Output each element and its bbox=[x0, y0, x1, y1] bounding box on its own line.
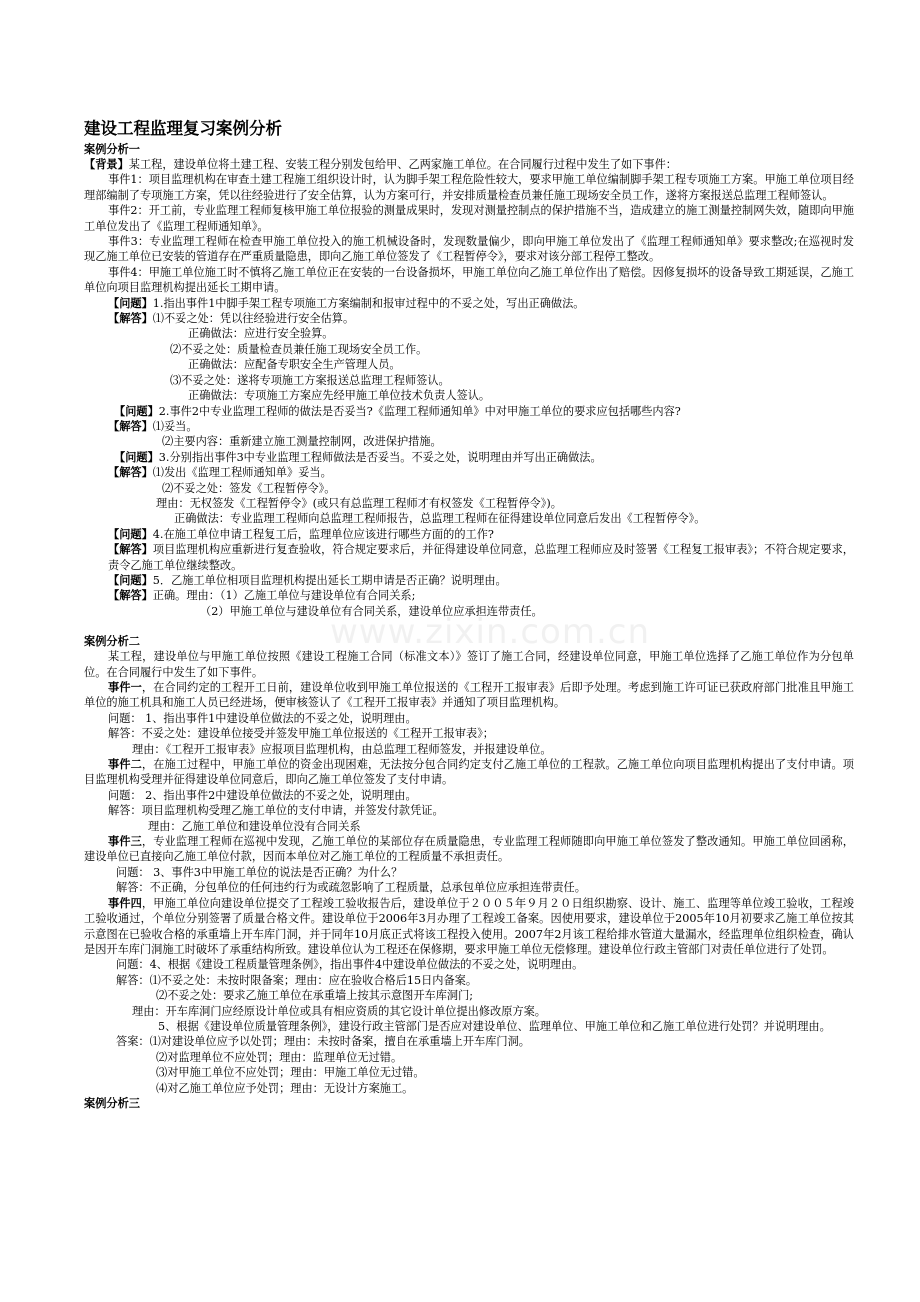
event-tag: 事件四 bbox=[108, 895, 142, 910]
case2-answer2-reason: 理由：乙施工单位和建设单位没有合同关系 bbox=[148, 819, 361, 833]
case1-background bbox=[84, 157, 854, 172]
event-text: ，甲施工单位向建设单位提交了工程竣工验收报告后，建设单位于２００５年９月２０日组织勘察、设计、施工、监理等单位竣工验收，工程竣工验收通过，个单位分别签署了质量合格文件。建设单位于2006年3月办理了工程竣工备案。因使用要求，建设单位于2005年10月初要求乙施工单位按其示意图在已验收合格的承重墙上开车库门洞，并于同年10月底正式将该工程投入使用。2007年2月该工程给排水管道大量漏水，经监理单位组织检查，确认是因开车库门洞施工时破坏了承重结构所致。建设单位认为工程还在保修期，要求甲施工单位无偿修理。建设单位行政主管部门对责任单位进行了处罚。 bbox=[84, 896, 854, 956]
case1-event1: 事件1：项目监理机构在审查土建工程施工组织设计时，认为脚手架工程危险性较大，要求甲施工单位编制脚手架工程专项施工方案。甲施工单位项目经理部编制了专项施工方案，凭以往经验进行了安全估算，认为方案可行，并安排质量检查员兼任施工现场安全员工作，遂将方案报送总监理工程师签认。 bbox=[84, 173, 854, 202]
question-tag: 【问题】 bbox=[108, 295, 153, 310]
case2-answer2: 解答：项目监理机构受理乙施工单位的支付申请，并签发付款凭证。 bbox=[108, 804, 444, 818]
case2-answer4-item1: 解答：⑴不妥之处：未按时限备案；理由：应在验收合格后15日内备案。 bbox=[116, 973, 478, 987]
event-tag: 事件三 bbox=[108, 834, 142, 849]
case1-question3 bbox=[84, 450, 854, 465]
event-tag: 事件一 bbox=[108, 680, 142, 694]
question-text: 1.指出事件1中脚手架工程专项施工方案编制和报审过程中的不妥之处，写出正确做法。 bbox=[152, 296, 585, 310]
answer-text: ⑴不妥之处：凭以往经验进行安全估算。 bbox=[152, 312, 355, 326]
case1-answer5-item2: （2）甲施工单位与建设单位有合同关系，建设单位应承担连带责任。 bbox=[200, 604, 543, 618]
answer-tag: 【解答】 bbox=[108, 588, 153, 603]
event-text: ，在施工过程中，甲施工单位的资金出现困难，无法按分包合同约定支付乙施工单位的工程款。乙施工单位向项目监理机构提出了支付申请。项目监理机构受理并征得建设单位同意后，即向乙施工单位签发了支付申请。 bbox=[84, 758, 854, 787]
case3-heading: 案例分析三 bbox=[84, 1096, 140, 1110]
case1-question2 bbox=[84, 404, 854, 419]
case2-answer5-item3: ⑶对甲施工单位不应处罚；理由：甲施工单位无过错。 bbox=[156, 1066, 425, 1080]
case2-answer5-item1: 答案：⑴对建设单位应予以处罚；理由：未按时备案，擅自在承重墙上开车库门洞。 bbox=[116, 1035, 530, 1049]
case2-question3: 问题： 3、事件3中甲施工单位的说法是否正确？为什么？ bbox=[116, 865, 403, 879]
case1-question4 bbox=[84, 527, 854, 542]
answer-tag: 【解答】 bbox=[108, 542, 153, 557]
case1-heading: 案例分析一 bbox=[84, 143, 140, 156]
document-page bbox=[84, 118, 854, 1111]
answer-tag: 【解答】 bbox=[108, 418, 153, 433]
question-tag: 【问题】 bbox=[114, 449, 159, 464]
case1-answer3 bbox=[84, 465, 854, 480]
document-title: 建设工程监理复习案例分析 bbox=[84, 119, 282, 138]
case1-answer1-correct3: 正确做法：专项施工方案应先经甲施工单位技术负责人签认。 bbox=[188, 389, 491, 403]
answer-tag: 【解答】 bbox=[108, 311, 153, 326]
question-tag: 【问题】 bbox=[108, 572, 153, 587]
answer-text: ⑴发出《监理工程师通知单》妥当。 bbox=[152, 466, 332, 480]
event-text: ，专业监理工程师在巡视中发现，乙施工单位的某部位存在质量隐患，专业监理工程师随即向甲施工单位签发了整改通知。甲施工单位回函称，建设单位已直接向乙施工单位付款，因而本单位对乙施工单位的工程质量不承担责任。 bbox=[84, 835, 854, 864]
question-tag: 【问题】 bbox=[114, 403, 159, 418]
case2-question5: 5、根据《建设单位质量管理条例》，建设行政主管部门是否应对建设单位、监理单位、甲施工单位和乙施工单位进行处罚？并说明理由。 bbox=[158, 1019, 831, 1033]
question-text: 2.事件2中专业监理工程师的做法是否妥当?《监理工程师通知单》中对甲施工单位的要求应包括哪些内容? bbox=[158, 404, 681, 418]
case2-answer5-item2: ⑵对监理单位不应处罚；理由：监理单位无过错。 bbox=[156, 1050, 403, 1064]
watermark: www.zixin.com.cn bbox=[330, 612, 650, 652]
answer-text: 项目监理机构应重新进行复查验收，符合规定要求后，并征得建设单位同意，总监理工程师应及时签署《工程复工报审表》；不符合规定要求，责令乙施工单位继续整改。 bbox=[108, 543, 854, 572]
case2-answer1: 解答：不妥之处：建设单位接受并签发甲施工单位报送的《工程开工报审表》； bbox=[108, 727, 494, 741]
case2-answer3: 解答：不正确，分包单位的任何违约行为或疏忽影响了工程质量，总承包单位应承担连带责任。 bbox=[116, 881, 586, 895]
question-tag: 【问题】 bbox=[108, 526, 153, 541]
event-tag: 事件二 bbox=[108, 757, 142, 772]
question-text: 5．乙施工单位相项目监理机构提出延长工期申请是否正确？说明理由。 bbox=[152, 573, 507, 587]
case2-event2 bbox=[84, 757, 854, 788]
event-text: ，在合同约定的工程开工日前，建设单位收到甲施工单位报送的《工程开工报审表》后即予处理。考虑到施工许可证已获政府部门批准且甲施工单位的施工机具和施工人员已经进场，便审核签认了《工程开工报审表》并通知了项目监理机构。 bbox=[84, 681, 854, 710]
question-text: 3.分别指出事件3中专业监理工程师做法是否妥当。不妥之处，说明理由并写出正确做法。 bbox=[158, 450, 602, 464]
case2-event4 bbox=[84, 896, 854, 958]
case1-answer1-correct1: 正确做法：应进行安全验算。 bbox=[188, 327, 334, 341]
case2-question1: 问题： 1、指出事件1中建设单位做法的不妥之处，说明理由。 bbox=[108, 711, 417, 725]
case1-answer1 bbox=[84, 311, 854, 326]
case1-event3: 事件3：专业监理工程师在检查甲施工单位投入的施工机械设备时，发现数量偏少，即向甲施工单位发出了《监理工程师通知单》要求整改;在巡视时发现乙施工单位已安装的管道存在严重质量隐患，即向乙施工单位签发了《工程暂停令》，要求对该分部工程停工整改。 bbox=[84, 235, 854, 264]
case1-answer3-correct: 正确做法：专业监理工程师向总监理工程师报告，总监理工程师在征得建设单位同意后发出《工程暂停令》。 bbox=[174, 512, 706, 526]
case1-answer2-item2: ⑵主要内容：重新建立施工测量控制网，改进保护措施。 bbox=[162, 435, 442, 449]
question-text: 4.在施工单位申请工程复工后，监理单位应该进行哪些方面的的工作? bbox=[152, 527, 494, 541]
case1-answer2 bbox=[84, 419, 854, 434]
case1-answer1-correct2: 正确做法：应配备专职安全生产管理人员。 bbox=[188, 358, 401, 372]
background-text: 某工程，建设单位将土建工程、安装工程分别发包给甲、乙两家施工单位。在合同履行过程中发生了如下事件： bbox=[128, 158, 677, 171]
case2-event3 bbox=[84, 834, 854, 865]
background-tag: 【背景】 bbox=[84, 157, 129, 171]
case2-answer1-reason: 理由：《工程开工报审表》应报项目监理机构，由总监理工程师签发，并报建设单位。 bbox=[132, 742, 552, 756]
case2-answer4-item2: ⑵不妥之处：要求乙施工单位在承重墙上按其示意图开车库洞门; bbox=[156, 989, 474, 1003]
case2-question2: 问题： 2、指出事件2中建设单位做法的不妥之处，说明理由。 bbox=[108, 788, 417, 802]
case1-answer1-item3: ⑶不妥之处：遂将专项施工方案报送总监理工程师签认。 bbox=[170, 373, 450, 387]
case1-answer3-reason: 理由：无权签发《工程暂停令》(或只有总监理工程师才有权签发《工程暂停令》)。 bbox=[156, 496, 562, 510]
section-gap bbox=[84, 619, 854, 634]
answer-text: 正确。理由：（1）乙施工单位与建设单位有合同关系; bbox=[152, 589, 416, 603]
answer-text: ⑴妥当。 bbox=[152, 419, 198, 433]
case2-answer4-reason: 理由：开车库洞门应经原设计单位或具有相应资质的其它设计单位提出修改原方案。 bbox=[132, 1004, 546, 1018]
case1-event2: 事件2：开工前，专业监理工程师复核甲施工单位报验的测量成果时，发现对测量控制点的保护措施不当，造成建立的施工测量控制网失效，随即向甲施工单位发出了《监理工程师通知单》。 bbox=[84, 204, 854, 233]
answer-tag: 【解答】 bbox=[108, 465, 153, 480]
case1-answer3-item2: ⑵不妥之处：签发《工程暂停令》。 bbox=[162, 481, 336, 495]
case1-answer5 bbox=[84, 588, 854, 603]
case2-question4: 问题：4、根据《建设工程质量管理条例》，指出事件4中建设单位做法的不妥之处，说明理由。 bbox=[116, 958, 584, 972]
case1-answer4 bbox=[84, 542, 854, 573]
case1-event4: 事件4：甲施工单位施工时不慎将乙施工单位正在安装的一台设备损坏，甲施工单位向乙施工单位作出了赔偿。因修复损坏的设备导致工期延误，乙施工单位向项目监理机构提出延长工期申请。 bbox=[84, 265, 854, 295]
case2-heading: 案例分析二 bbox=[84, 635, 140, 649]
case2-intro: 某工程，建设单位与甲施工单位按照《建设工程施工合同（标准文本）》签订了施工合同，经建设单位同意，甲施工单位选择了乙施工单位作为分包单位。在合同履行中发生了如下事件。 bbox=[84, 650, 854, 679]
case1-answer1-item2: ⑵不妥之处：质量检查员兼任施工现场安全员工作。 bbox=[170, 342, 428, 356]
case1-question1 bbox=[84, 296, 854, 311]
case2-answer5-item4: ⑷对乙施工单位应予处罚；理由：无设计方案施工。 bbox=[156, 1081, 414, 1095]
case2-event1 bbox=[84, 680, 854, 711]
case1-question5 bbox=[84, 573, 854, 588]
